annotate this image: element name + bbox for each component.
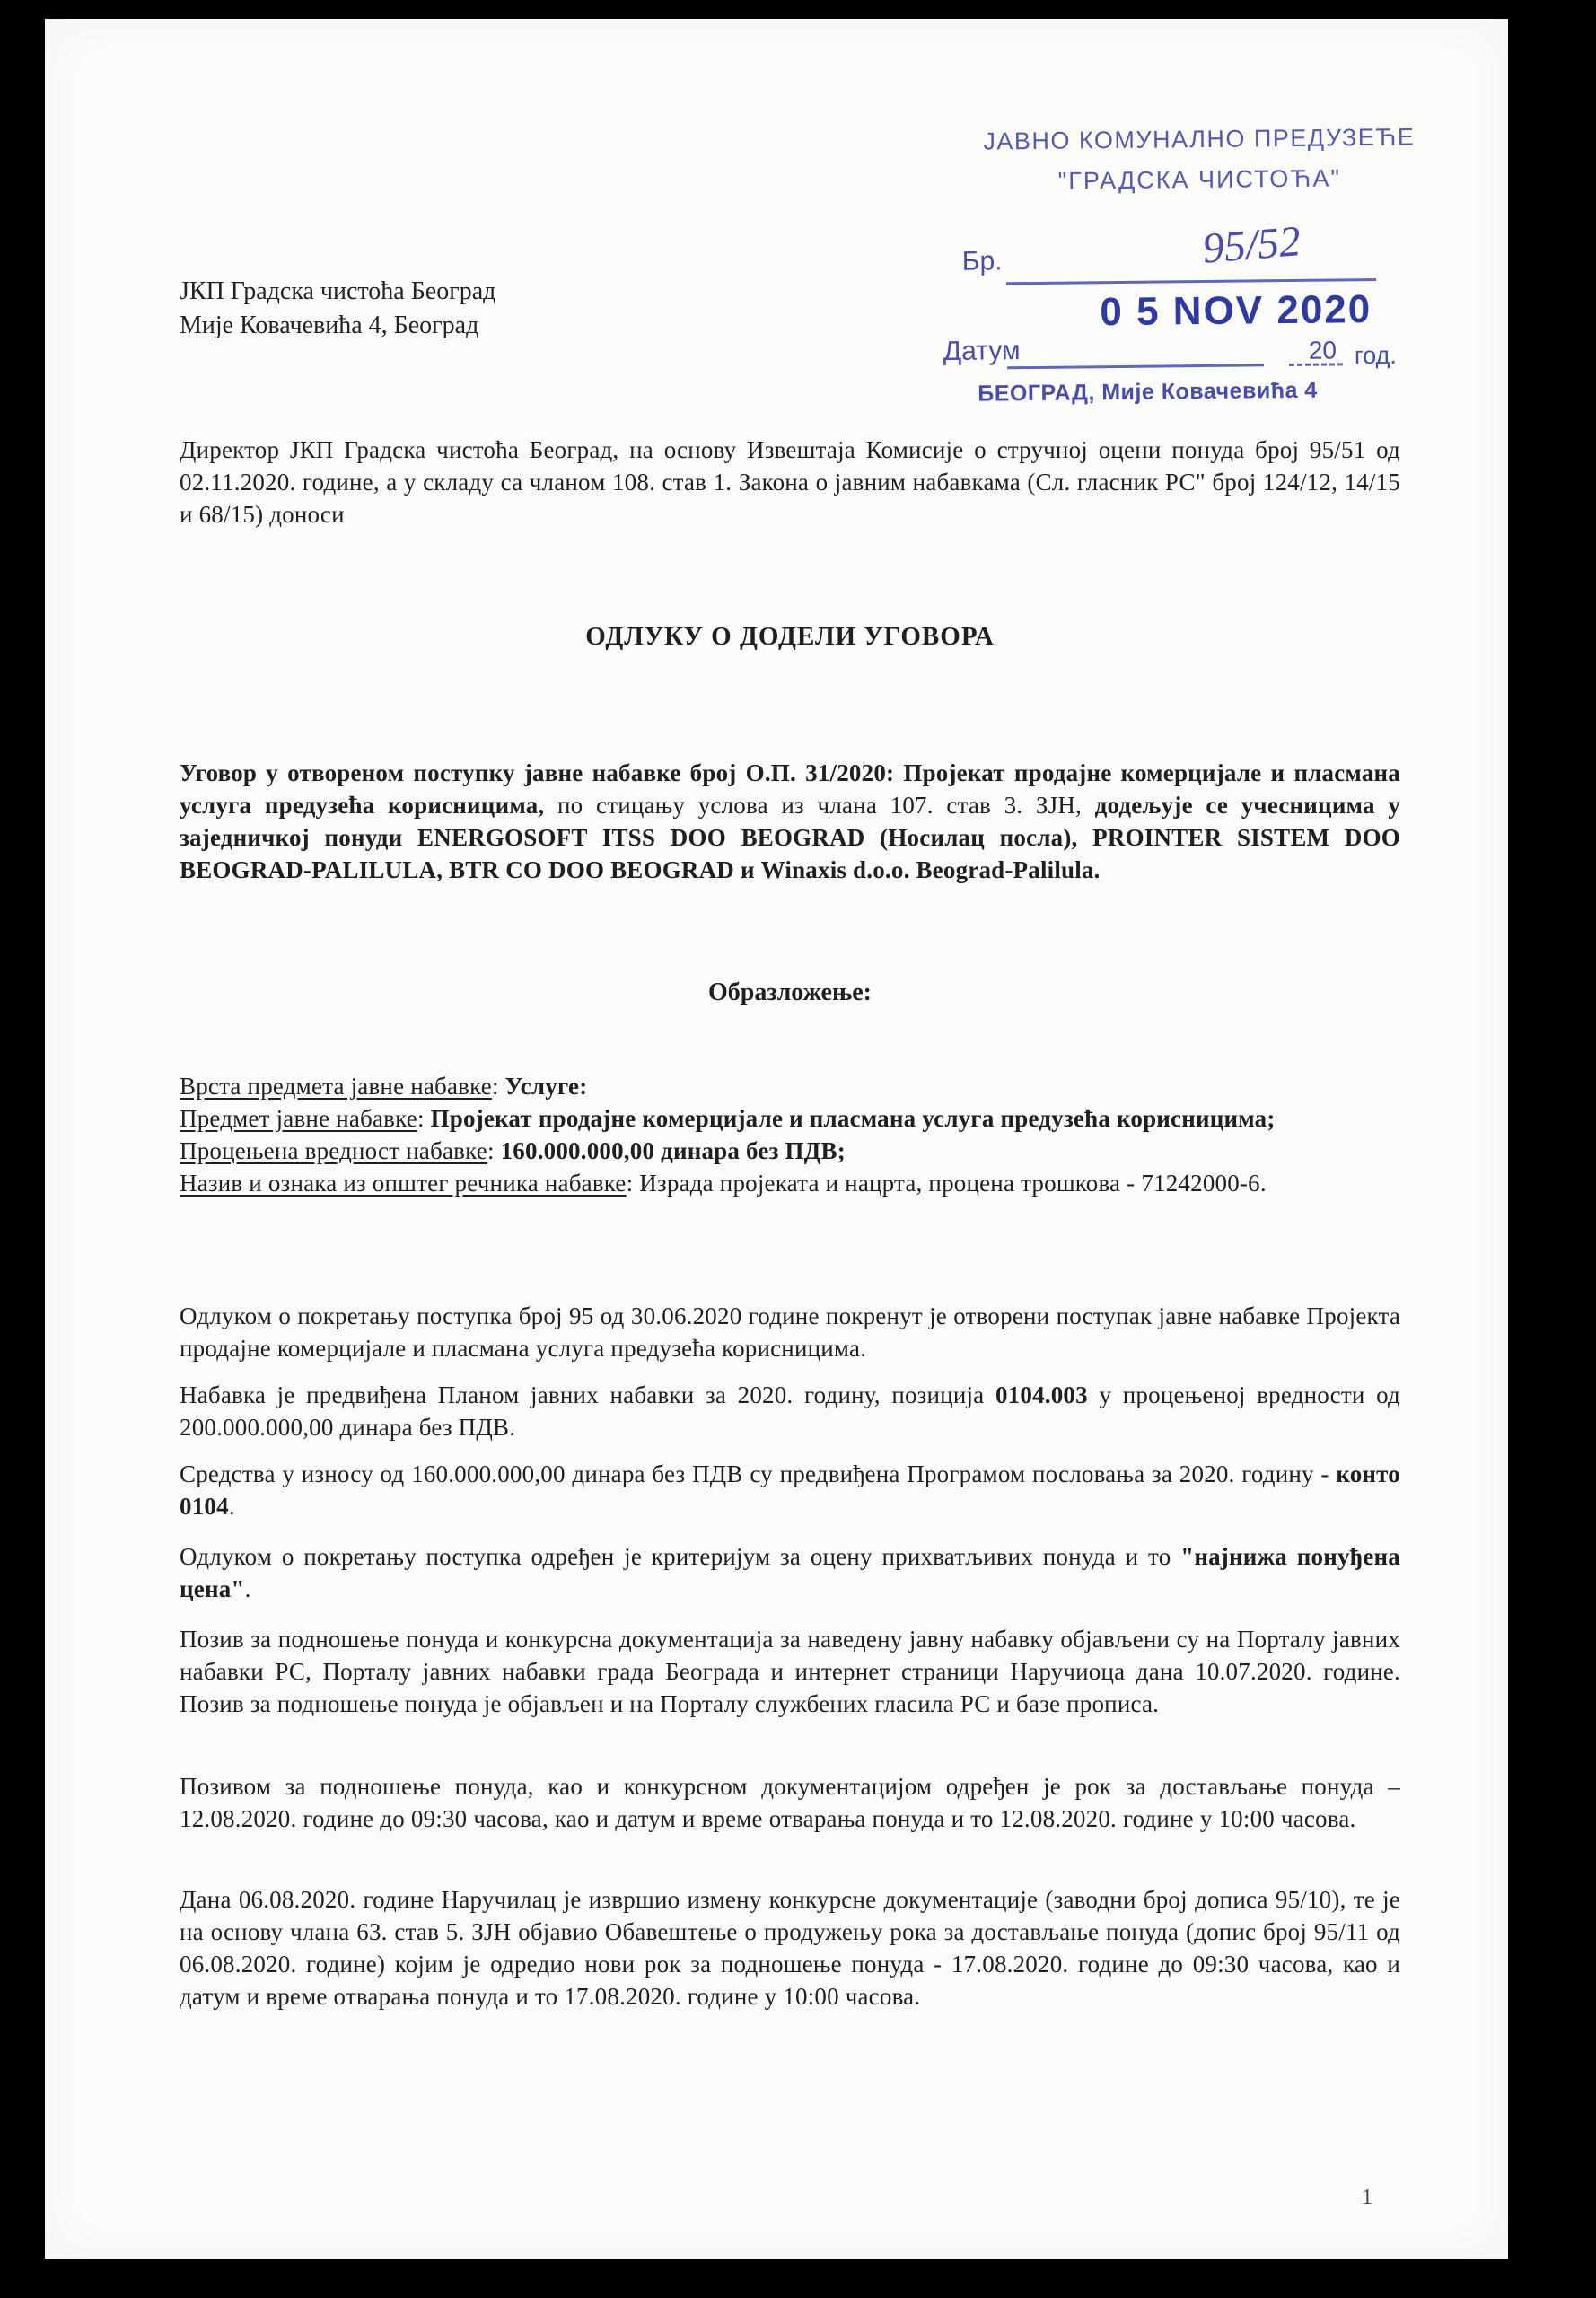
- stamp-number-line: [1006, 278, 1376, 285]
- body-paragraph: Набавка је предвиђена Планом јавних набавки за 2020. годину, позиција 0104.003 у процењеној вредности од 200.000.000,00 динара без ПДВ.: [180, 1381, 1400, 1441]
- stamp-date-line: [1007, 364, 1264, 369]
- stamp-org-name-line2: "ГРАДСКА ЧИСТОЋА": [1057, 164, 1342, 195]
- body-paragraph: Средства у износу од 160.000.000,00 динара без ПДВ су предвиђена Програмом пословања за 2020. годину - конто 0104.: [180, 1460, 1400, 1520]
- stamp: [941, 123, 1465, 434]
- award-paragraph: Уговор у отвореном поступку јавне набавке број О.П. 31/2020: Пројекат продајне комерцијале и пласмана услуга предузећа корисницима, по стицању услова из члана 107. став 3. ЗЈН, додељује се учесницима у заједничкој понуди ENERGOSOFT ITSS DOO BEOGRAD (Носилац посла), PROINTER SISTEM DOO BEOGRAD-PALILULA, BTR CO DOO BEOGRAD и Winaxis d.o.o. Beograd-Palilula.: [180, 759, 1401, 883]
- section-heading: Образложење:: [707, 978, 873, 1006]
- stamp-date-suffix: год.: [1354, 341, 1398, 370]
- stamp-date-line-short: [1289, 363, 1343, 366]
- stamp-number-value: 95/52: [1200, 217, 1302, 273]
- detail-line-cpv: Назив и ознака из општег речника набавке: Израда пројеката и нацрта, процена трошкова - 71242000-6.: [180, 1170, 1267, 1197]
- detail-line-type: Врста предмета јавне набавке: Услуге:: [180, 1073, 588, 1100]
- stamp-date-value: 0 5 NOV 2020: [1100, 287, 1372, 335]
- body-paragraph: Позив за подношење понуда и конкурсна документација за наведену јавну набавку објављени су на Порталу јавних набавки РС, Порталу јавних набавки града Београда и интернет страници Наручиоца дана 10.07.2020. године. Позив за подношење понуда је објављен и на Порталу службених гласила РС и базе прописа.: [180, 1626, 1400, 1717]
- stamp-date-label: Датум: [943, 336, 1021, 367]
- detail-line-subject: Предмет јавне набавке: Пројекат продајне комерцијале и пласмана услуга предузећа корисницима;: [180, 1105, 1276, 1132]
- stamp-date-year-fragment: 20: [1308, 336, 1337, 364]
- procurement-details: [180, 1070, 1400, 1199]
- body-paragraph: Позивом за подношење понуда, као и конкурсном документацијом одређен је рок за достављање понуда – 12.08.2020. године до 09:30 часова, као и датум и време отварања понуда и то 12.08.2020. године у 10:00 часова.: [180, 1773, 1400, 1832]
- body-paragraph: Дана 06.08.2020. године Наручилац је извршио измену конкурсне документације (заводни број дописа 95/10), те је на основу члана 63. став 5. ЗЈН објавио Обавештење о продужењу рока за достављање понуда (допис број 95/11 од 06.08.2020. године) којим је одредио нови рок за подношење понуда - 17.08.2020. године до 09:30 часова, као и датум и време отварања понуда и то 17.08.2020. године у 10:00 часова.: [180, 1886, 1400, 2010]
- decision-title: ОДЛУКУ О ДОДЕЛИ УГОВОРА: [585, 622, 995, 651]
- sender-name: ЈКП Градска чистоћа Београд: [180, 277, 496, 305]
- sender-block: [180, 275, 495, 343]
- detail-line-value: Процењена вредност набавке: 160.000.000,00 динара без ПДВ;: [180, 1137, 846, 1164]
- sender-address: Мије Ковачевића 4, Београд: [180, 311, 479, 339]
- stamp-number-label: Бр.: [961, 246, 1003, 276]
- stamp-address: БЕОГРАД, Мије Ковачевића 4: [978, 377, 1318, 407]
- intro-paragraph: Директор ЈКП Градска чистоћа Београд, на основу Извештаја Комисије о стручној оцени понуда број 95/51 од 02.11.2020. године, а у складу са чланом 108. став 1. Закона о јавним набавкама (Сл. гласник РС" број 124/12, 14/15 и 68/15) доноси: [180, 436, 1400, 528]
- page-number: 1: [1362, 2186, 1372, 2209]
- document-page: [45, 19, 1508, 2259]
- stamp-org-name-line1: ЈАВНО КОМУНАЛНО ПРЕДУЗЕЋЕ: [983, 123, 1416, 155]
- body-paragraph: Одлуком о покретању поступка одређен је критеријум за оцену прихватљивих понуда и то "најнижа понуђена цена".: [180, 1543, 1400, 1602]
- body-paragraph: Одлуком о покретању поступка број 95 од 30.06.2020 године покренут је отворени поступак јавне набавке Пројекта продајне комерцијале и пласмана услуга предузећа корисницима.: [180, 1302, 1400, 1362]
